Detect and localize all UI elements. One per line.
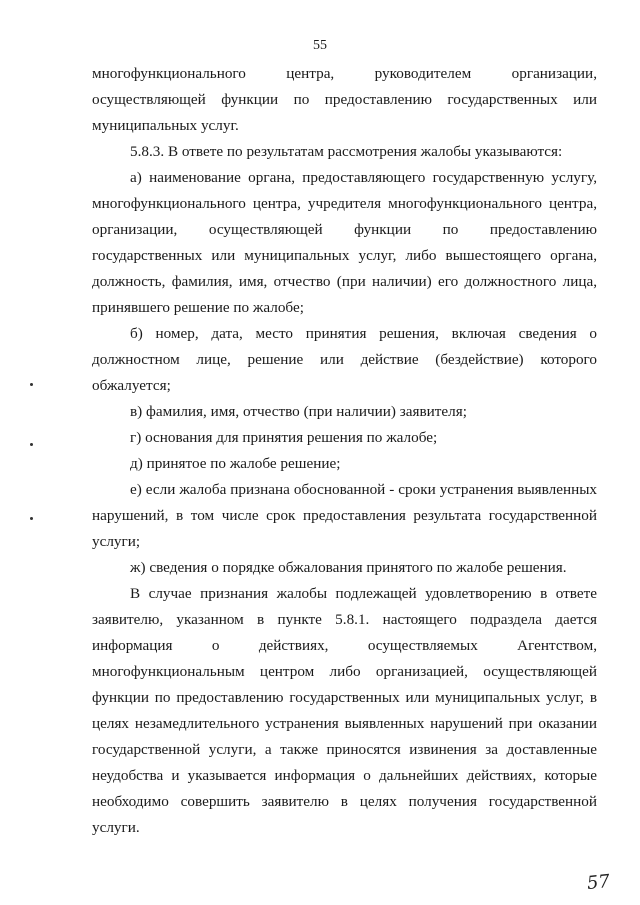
text-line: многофункциональным центром либо организацией, осуществляющей <box>92 663 597 680</box>
text-line: ж) сведения о порядке обжалования принятого по жалобе решения. <box>130 559 567 576</box>
text-line: осуществляющей функции по предоставлению государственных или <box>92 91 597 108</box>
text-line: обжалуется; <box>92 377 171 394</box>
text-line: е) если жалоба признана обоснованной - сроки устранения выявленных <box>130 481 597 498</box>
text-line: государственной услуги, а также приносятся извинения за доставленные <box>92 741 597 758</box>
text-line: г) основания для принятия решения по жалобе; <box>130 429 438 446</box>
text-line: функции по предоставлению государственных или муниципальных услуг, в <box>92 689 597 706</box>
text-line: а) наименование органа, предоставляющего государственную услугу, <box>130 169 597 186</box>
page-number: 55 <box>313 38 327 53</box>
text-line: целях незамедлительного устранения выявленных нарушений при оказании <box>92 715 597 732</box>
text-line: 5.8.3. В ответе по результатам рассмотрения жалобы указываются: <box>130 143 563 160</box>
text-line: услуги; <box>92 533 141 550</box>
scan-mark <box>30 443 33 446</box>
text-line: организации, осуществляющей функции по предоставлению <box>92 221 597 238</box>
scan-mark <box>30 383 33 386</box>
text-line: должностном лице, решение или действие (бездействие) которого <box>92 351 597 368</box>
text-line: В случае признания жалобы подлежащей удовлетворению в ответе <box>130 585 597 602</box>
text-line: неудобства и указывается информация о дальнейших действиях, которые <box>92 767 597 784</box>
text-line: необходимо совершить заявителю в целях получения государственной <box>92 793 597 810</box>
text-line: многофункционального центра, учредителя многофункционального центра, <box>92 195 597 212</box>
text-line: в) фамилия, имя, отчество (при наличии) заявителя; <box>130 403 467 420</box>
text-line: б) номер, дата, место принятия решения, включая сведения о <box>130 325 597 342</box>
text-line: муниципальных услуг. <box>92 117 239 134</box>
text-line: заявителю, указанном в пункте 5.8.1. настоящего подраздела дается <box>92 611 597 628</box>
text-line: принявшего решение по жалобе; <box>92 299 304 316</box>
scan-mark <box>30 517 33 520</box>
text-line: услуги. <box>92 819 140 836</box>
text-line: д) принятое по жалобе решение; <box>130 455 341 472</box>
handwritten-page-number: 57 <box>586 870 612 895</box>
text-line: многофункционального центра, руководителем организации, <box>92 65 597 82</box>
text-line: должность, фамилия, имя, отчество (при наличии) его должностного лица, <box>92 273 597 290</box>
text-line: нарушений, в том числе срок предоставления результата государственной <box>92 507 597 524</box>
text-line: информация о действиях, осуществляемых Агентством, <box>92 637 597 654</box>
text-line: государственных или муниципальных услуг, либо вышестоящего органа, <box>92 247 597 264</box>
